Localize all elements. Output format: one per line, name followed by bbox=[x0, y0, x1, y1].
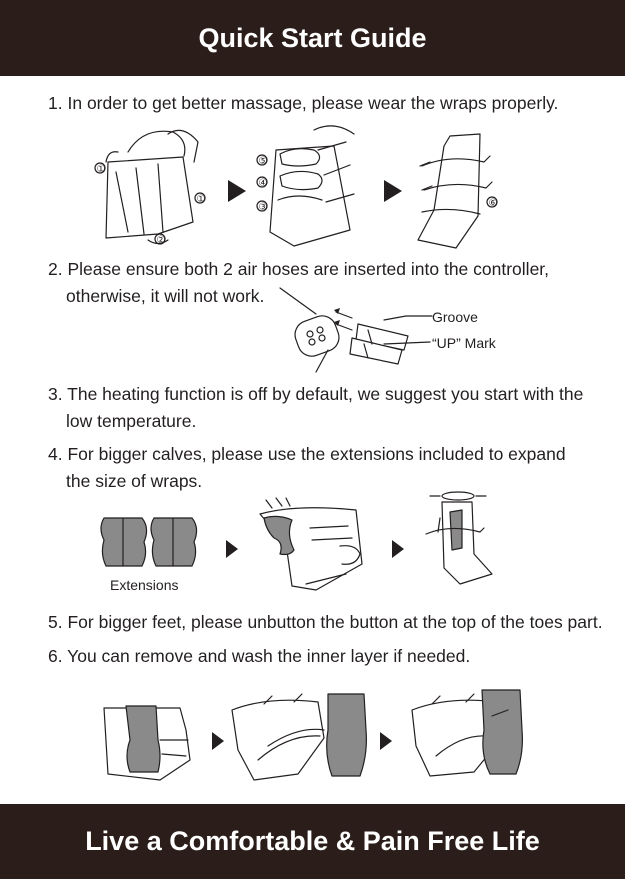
circled-one-label: ① bbox=[96, 164, 106, 175]
footer-tagline: Live a Comfortable & Pain Free Life bbox=[85, 826, 540, 856]
circled-six-label: ⑥ bbox=[488, 198, 498, 209]
footer-band bbox=[0, 804, 625, 879]
wrap-with-extension-illustration bbox=[256, 494, 376, 594]
inner-layer-illustration-1 bbox=[100, 700, 200, 784]
circled-one-label-b: ① bbox=[196, 194, 206, 205]
step-3-continuation: low temperature. bbox=[66, 411, 197, 431]
circled-three-label: ③ bbox=[258, 202, 268, 213]
arrow-right-icon bbox=[226, 540, 238, 558]
arrow-right-icon bbox=[384, 180, 402, 202]
step-4: 4. For bigger calves, please use the extensions included to expand the size of wraps. bbox=[48, 441, 566, 495]
step-1-text: In order to get better massage, please wear the wraps properly. bbox=[67, 93, 559, 113]
step-6: 6. You can remove and wash the inner layer if needed. bbox=[48, 646, 471, 666]
step-4-text: For bigger calves, please use the extensions included to expand bbox=[67, 444, 566, 464]
arrow-right-icon bbox=[392, 540, 404, 558]
inner-layer-illustration-2 bbox=[228, 690, 378, 786]
step-5-text: For bigger feet, please unbutton the button at the top of the toes part. bbox=[67, 612, 603, 632]
wrap-leg-illustration-2 bbox=[254, 120, 364, 250]
step-3: 3. The heating function is off by default, we suggest you start with the low temperature. bbox=[48, 381, 583, 435]
arrow-right-icon bbox=[380, 732, 392, 750]
step-2-text: Please ensure both 2 air hoses are inserted into the controller, bbox=[67, 259, 550, 279]
step-5: 5. For bigger feet, please unbutton the button at the top of the toes part. bbox=[48, 612, 603, 632]
step-2: 2. Please ensure both 2 air hoses are inserted into the controller, otherwise, it will not work. bbox=[48, 256, 549, 310]
circled-five-label: ⑤ bbox=[258, 156, 268, 167]
up-mark-leader-line bbox=[384, 336, 432, 350]
step-6-text: You can remove and wash the inner layer if needed. bbox=[67, 646, 471, 666]
header-band bbox=[0, 0, 625, 76]
up-mark-label: “UP” Mark bbox=[432, 335, 496, 351]
wrap-leg-illustration-3 bbox=[410, 126, 520, 256]
page-title: Quick Start Guide bbox=[198, 22, 427, 53]
arrow-right-icon bbox=[228, 180, 246, 202]
step-1: 1. In order to get better massage, please wear the wraps properly. bbox=[48, 93, 559, 113]
arrow-right-icon bbox=[212, 732, 224, 750]
step-3-text: The heating function is off by default, we suggest you start with the bbox=[67, 384, 584, 404]
step-4-continuation: the size of wraps. bbox=[66, 471, 203, 491]
wrapped-leg-with-extension-illustration bbox=[420, 488, 500, 588]
extensions-illustration bbox=[98, 514, 198, 572]
controller-hose-illustration bbox=[276, 284, 436, 376]
step-2-continuation: otherwise, it will not work. bbox=[66, 286, 265, 306]
inner-layer-illustration-3 bbox=[408, 686, 528, 786]
circled-four-label: ④ bbox=[258, 178, 268, 189]
extensions-label: Extensions bbox=[110, 577, 179, 593]
wrap-leg-illustration-1 bbox=[88, 122, 218, 252]
groove-label: Groove bbox=[432, 309, 478, 325]
circled-two-label: ② bbox=[156, 235, 166, 246]
